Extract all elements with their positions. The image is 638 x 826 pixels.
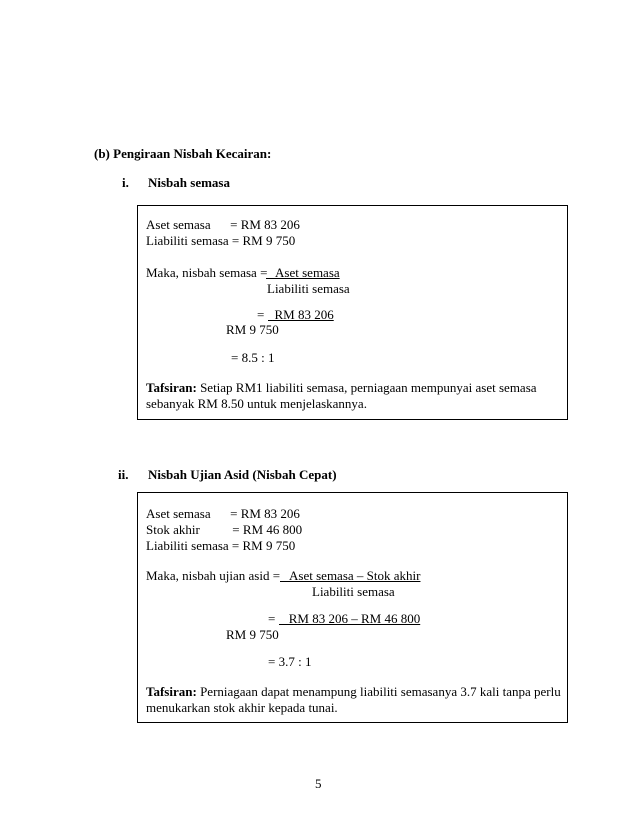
part2-result: = 3.7 : 1	[268, 654, 312, 669]
part1-result: = 8.5 : 1	[231, 350, 275, 365]
part2-calc-denominator: RM 9 750	[226, 627, 279, 642]
part1-calc-denominator: RM 9 750	[226, 322, 279, 337]
part1-tafsiran-line2: sebanyak RM 8.50 untuk menjelaskannya.	[146, 396, 367, 411]
part1-calc-numerator: RM 83 206	[268, 307, 334, 322]
part1-formula-numerator: Aset semasa	[266, 265, 340, 280]
part2-stok-line: Stok akhir = RM 46 800	[146, 522, 303, 537]
part2-number: ii.	[118, 467, 129, 482]
part2-calc-numerator: RM 83 206 – RM 46 800	[279, 611, 421, 626]
part2-tafsiran-label: Tafsiran:	[146, 684, 197, 699]
part1-number: i.	[122, 175, 129, 190]
part2-aset-line: Aset semasa = RM 83 206	[146, 506, 300, 521]
part2-calc-prefix: =	[268, 611, 279, 626]
part1-title: Nisbah semasa	[148, 175, 230, 190]
part2-formula-numerator: Aset semasa – Stok akhir	[280, 568, 421, 583]
part2-formula-prefix: Maka, nisbah ujian asid =	[146, 568, 284, 583]
part2-formula-denominator: Liabiliti semasa	[312, 584, 395, 599]
part2-tafsiran-text: Perniagaan dapat menampung liabiliti semasanya 3.7 kali tanpa perlu	[196, 684, 561, 699]
part2-tafsiran-line1	[146, 684, 561, 700]
part1-tafsiran-text: Setiap RM1 liabiliti semasa, perniagaan mempunyai aset semasa	[196, 380, 537, 395]
part1-formula-denominator: Liabiliti semasa	[267, 281, 350, 296]
page-number: 5	[315, 776, 322, 791]
part1-formula-prefix: Maka, nisbah semasa =	[146, 265, 271, 280]
part2-liabiliti-line: Liabiliti semasa = RM 9 750	[146, 538, 296, 553]
part1-aset-line: Aset semasa = RM 83 206	[146, 217, 300, 232]
part2-tafsiran-line2: menukarkan stok akhir kepada tunai.	[146, 700, 338, 715]
part1-tafsiran-line1	[146, 380, 537, 396]
section-heading: (b) Pengiraan Nisbah Kecairan:	[94, 146, 272, 161]
part1-liabiliti-line: Liabiliti semasa = RM 9 750	[146, 233, 296, 248]
part1-calc-prefix: =	[257, 307, 268, 322]
part2-title: Nisbah Ujian Asid (Nisbah Cepat)	[148, 467, 337, 482]
part1-tafsiran-label: Tafsiran:	[146, 380, 197, 395]
